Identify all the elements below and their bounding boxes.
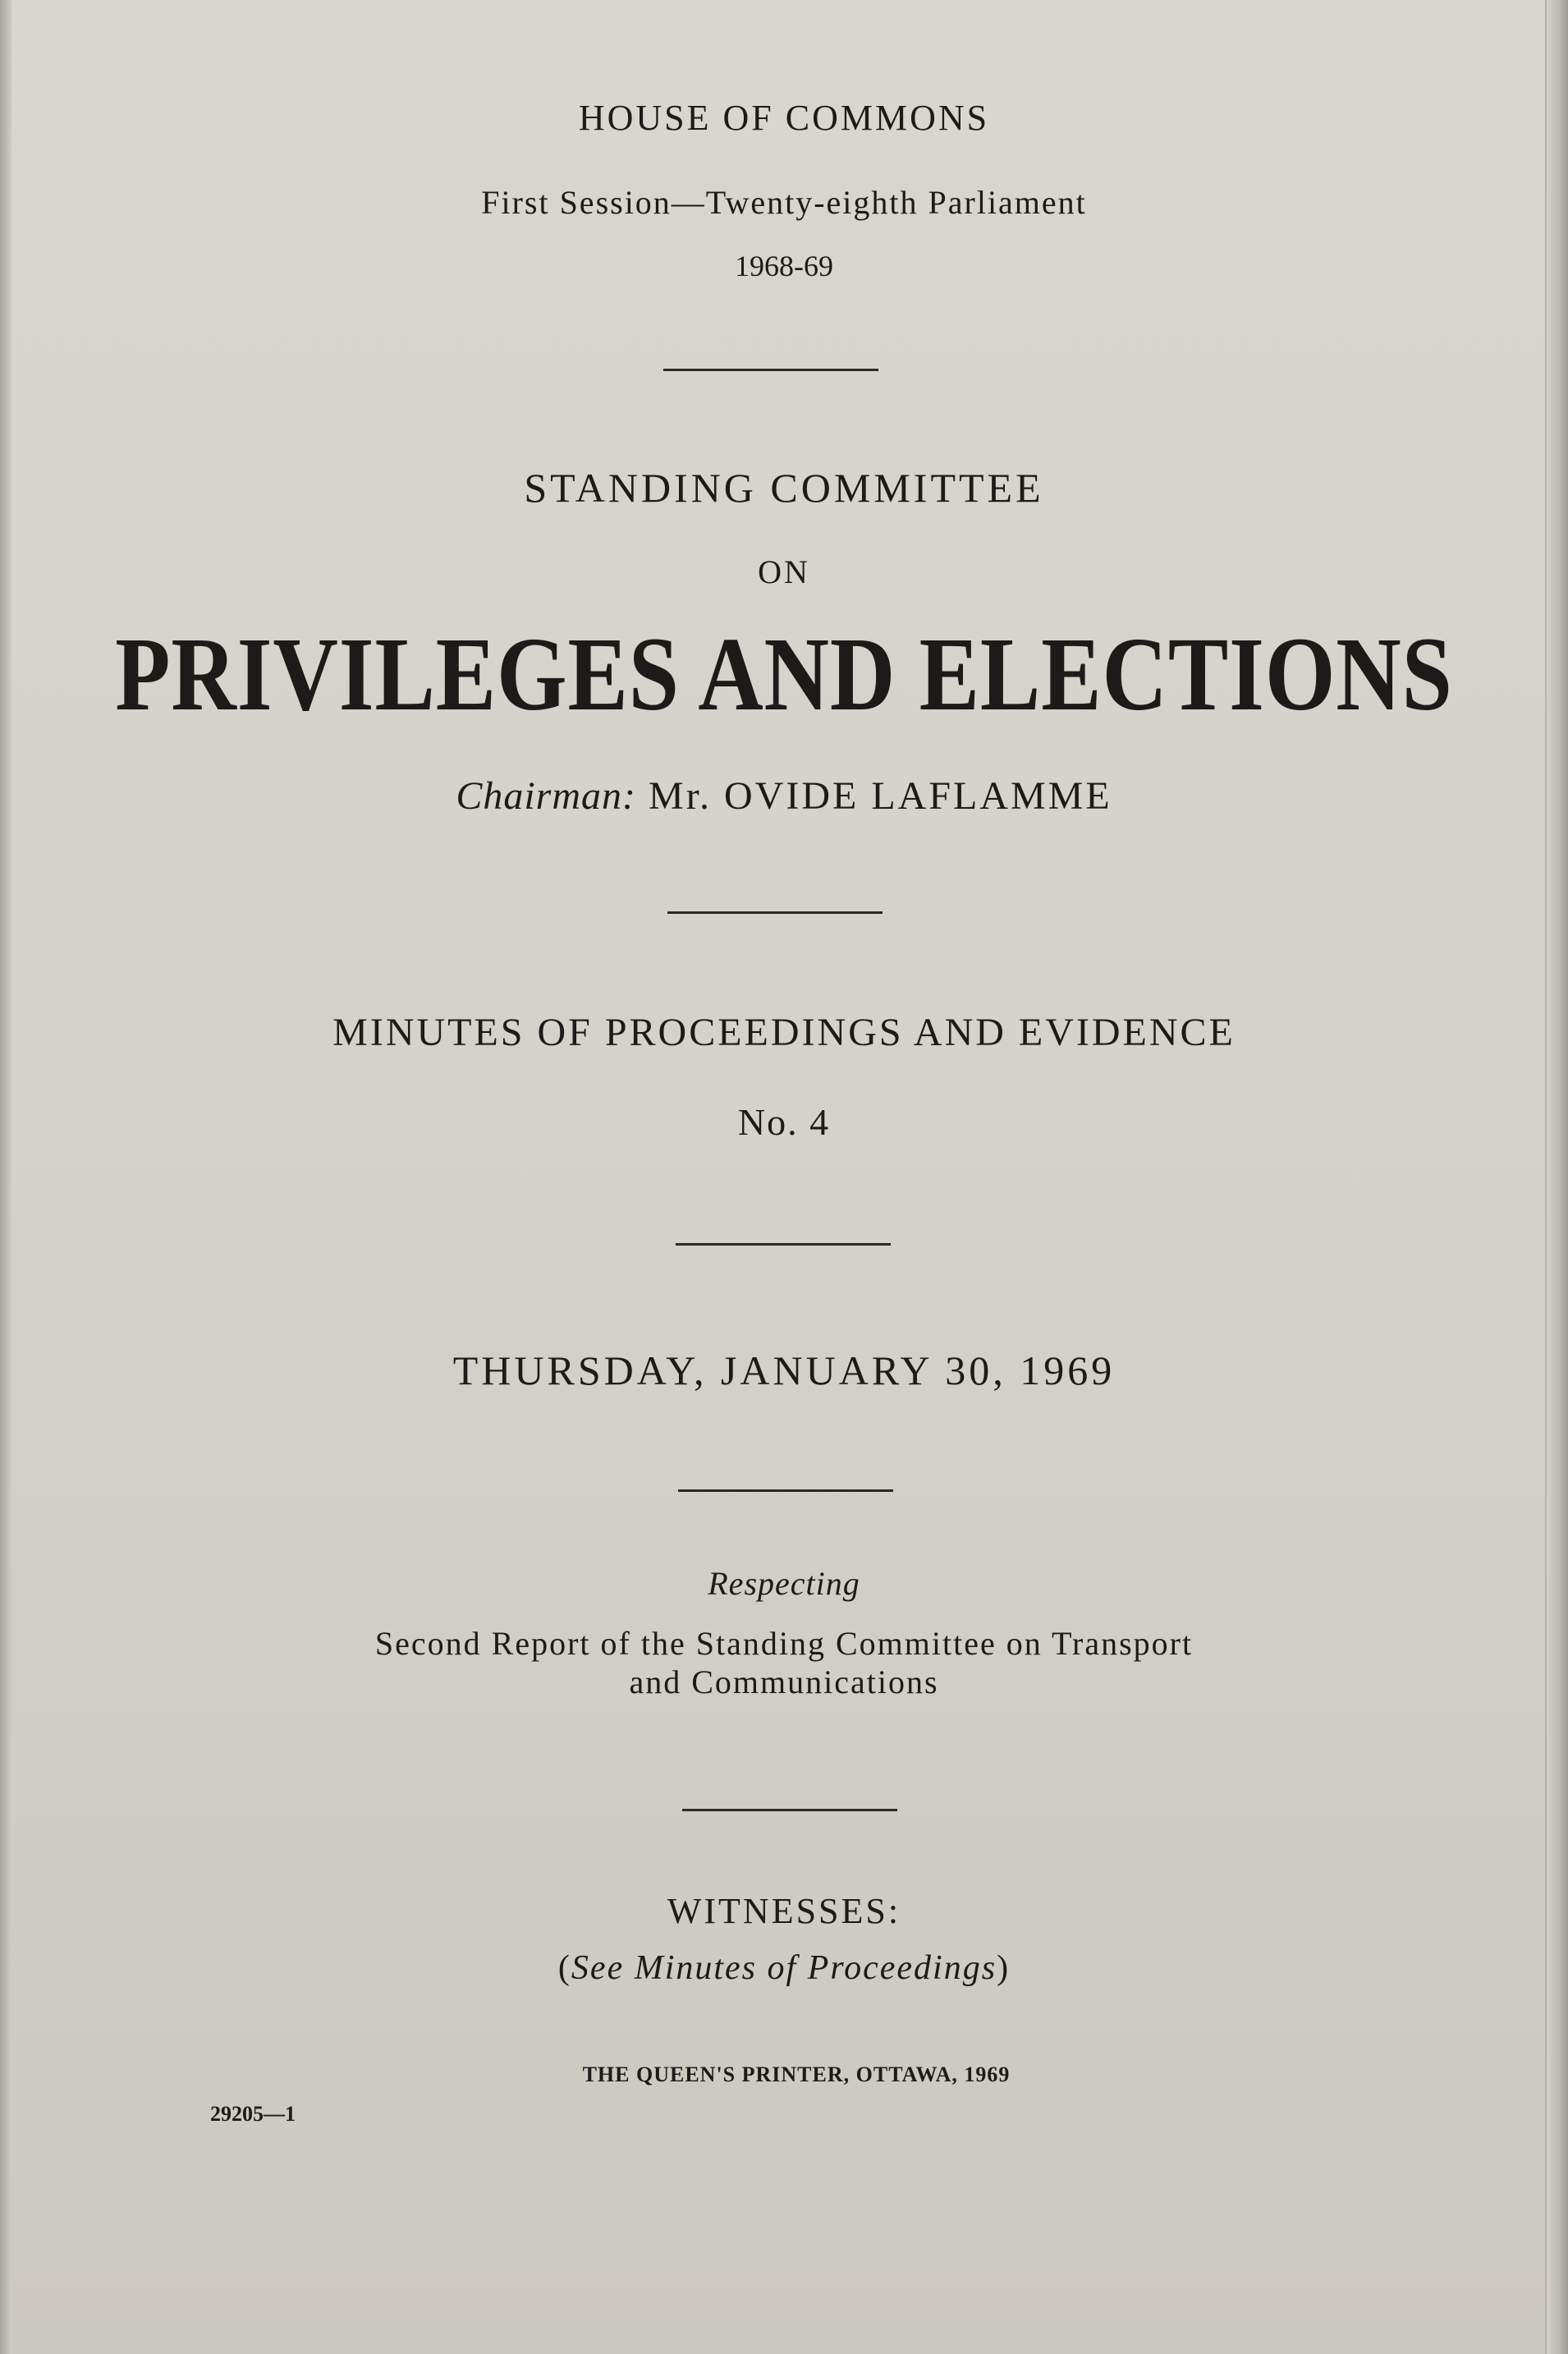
divider-rule-4: [678, 1489, 893, 1492]
witnesses-note-text: See Minutes of Proceedings: [571, 1949, 997, 1987]
chairman-name: Mr. OVIDE LAFLAMME: [636, 774, 1112, 818]
divider-rule-2: [667, 911, 883, 914]
page-right-edge: [1545, 0, 1568, 2354]
chairman-label: Chairman:: [456, 774, 637, 818]
meeting-date: THURSDAY, JANUARY 30, 1969: [452, 1347, 1116, 1393]
issue-number: No. 4: [737, 1101, 831, 1143]
house-heading: HOUSE OF COMMONS: [578, 98, 990, 138]
standing-committee-heading: STANDING COMMITTEE: [524, 465, 1044, 511]
on-heading: ON: [758, 553, 810, 590]
session-years: 1968-69: [735, 250, 833, 282]
print-code: 29205—1: [210, 2102, 296, 2126]
respecting-label: Respecting: [708, 1565, 860, 1602]
subject-line-2: and Communications: [629, 1663, 939, 1700]
open-paren: (: [557, 1949, 571, 1987]
page-left-edge: [0, 0, 11, 2354]
chairman-line: [0, 773, 1568, 819]
witnesses-note: [0, 1948, 1568, 1988]
divider-rule-1: [663, 369, 878, 371]
witnesses-heading: WITNESSES:: [667, 1891, 901, 1931]
session-line: First Session—Twenty-eighth Parliament: [481, 184, 1087, 221]
minutes-heading: MINUTES OF PROCEEDINGS AND EVIDENCE: [332, 1011, 1236, 1054]
subject-line-1: Second Report of the Standing Committee on Transport: [374, 1625, 1194, 1662]
divider-rule-5: [682, 1809, 897, 1811]
printer-imprint: THE QUEEN'S PRINTER, OTTAWA, 1969: [582, 2063, 1011, 2086]
committee-title: PRIVILEGES AND ELECTIONS: [115, 616, 1453, 732]
close-paren: ): [997, 1949, 1011, 1987]
divider-rule-3: [676, 1243, 891, 1246]
